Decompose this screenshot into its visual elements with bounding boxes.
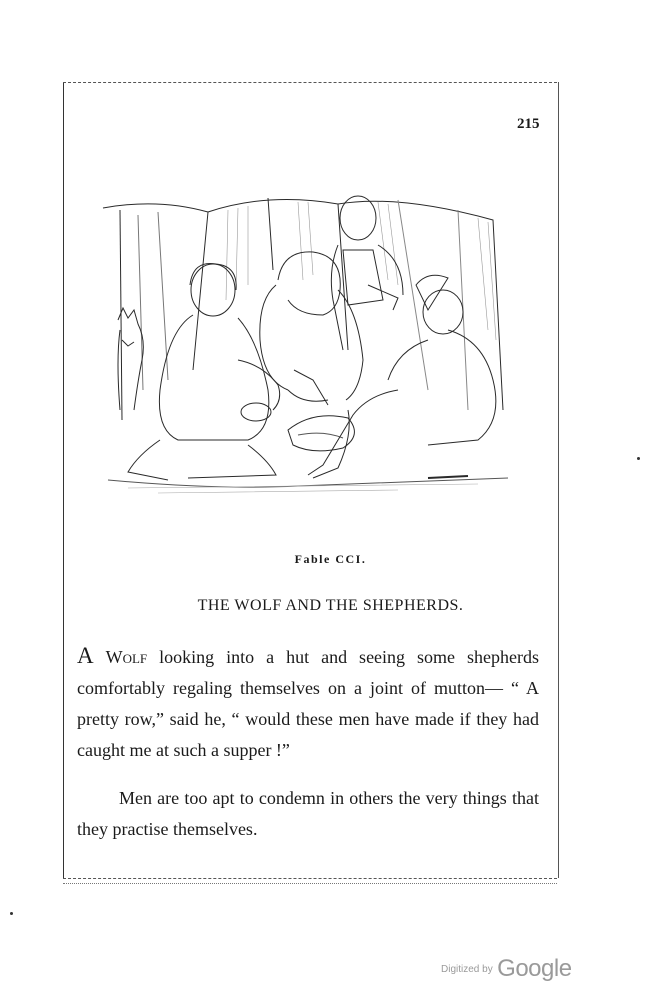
standing-shepherd [331,196,403,350]
fable-moral: Men are too apt to condemn in others the very things that they practise themselves. [77,788,539,839]
page-number: 215 [517,116,540,132]
fable-body [77,640,539,845]
fable-title: THE WOLF AND THE SHEPHERDS. [197,597,464,614]
scan-speck [637,457,640,460]
frame-top-border [63,82,557,83]
frame-bottom-border [63,878,557,879]
watermark-prefix: Digitized by [441,964,493,975]
left-shepherd [128,263,280,480]
digitized-by-google-watermark [441,955,572,983]
fable-number: Fable CCI. [294,552,367,566]
drinking-shepherd [308,275,496,478]
fable-narrative [77,640,539,766]
carving-shepherd [260,252,363,405]
narrative-text: looking into a hut and seeing some shepherds comfortably regaling themselves on a joint of mutton— “ A pretty row,” said he, “ would these men have made if they had caught me at such a supper !” [77,647,539,760]
frame-bottom-border-inner [63,883,557,884]
fable-illustration [98,190,518,500]
mutton-joint [288,416,354,451]
drop-cap: A [77,643,94,668]
scan-speck [10,912,13,915]
google-logo: Google [497,955,572,982]
tent-canvas [103,200,503,411]
smallcaps-word: Wolf [105,647,148,667]
